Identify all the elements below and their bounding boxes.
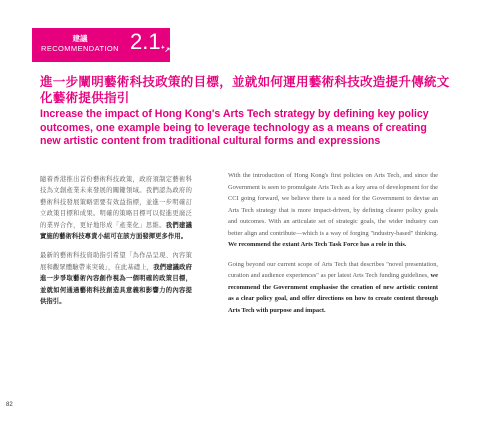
page-title-zh: 進一步闡明藝術科技政策的目標，並就如何運用藝術科技改造提升傳統文化藝術提供指引: [40, 74, 450, 105]
recommendation-label-zh: 建議: [72, 34, 88, 43]
paragraph-zh-2-text: 最新的藝術科技資助指引希望「為作品呈現、內容策展和觀眾體驗帶來突破」，在此基礎上，: [40, 252, 192, 271]
paragraph-en-2-text: Going beyond our current scope of Arts Tech that describes "novel presentation, curation and audience experiences" as per latest Arts Tech funding guidelines,: [228, 260, 438, 279]
recommendation-tab: [32, 28, 170, 62]
paragraph-zh-1: [40, 174, 192, 242]
paragraph-zh-2: [40, 250, 192, 307]
paragraph-zh-1-emphasis: 我們建議實施的藝術科技專責小組可在該方面發揮更多作用。: [40, 221, 193, 241]
body-column-zh: [40, 174, 192, 315]
paragraph-en-2-emphasis: we recommend the Government emphasise the creation of new artistic content as a clear policy goal, and offer directions on how to create content through Arts Tech with purpose and impact.: [228, 272, 438, 314]
paragraph-zh-2-emphasis: 我們建議政府進一步爭取藝術內容創作視為一個明確的政策目標，並就如何通過藝術科技創造具意義和影響力的內容提供指引。: [40, 263, 192, 306]
page-number: 82: [6, 402, 13, 408]
body-column-en: [228, 170, 438, 324]
recommendation-label-en: RECOMMENDATION: [41, 44, 119, 53]
paragraph-en-1: [228, 170, 438, 251]
paragraph-en-1-text: With the introduction of Hong Kong's first policies on Arts Tech, and since the Government is seen to promulgate Arts Tech as a key area of development for the CCI going forward, we believe there is a need for the Government to devise an Arts Tech strategy that is more impact-driven, by defining clearer policy goals and outcomes. With an articulate set of strategic goals, the wider industry can better align and contribute—which is a way of forging "industry-based" thinking.: [228, 172, 438, 237]
paragraph-zh-1-text: 隨着香港推出首份藝術科技政策，政府須制定藝術科技為文創產業未來發展的關鍵領域。我們認為政府的藝術科技發展策略需要有效益指標，並進一步明確訂立政策目標和成果。明確的策略目標可以促進更廣泛的業界合作，更好地形成「產業化」思維。: [40, 176, 192, 229]
recommendation-number: 2.1: [130, 29, 161, 54]
paragraph-en-1-emphasis: We recommend the extant Arts Tech Task Force has a role in this.: [228, 241, 407, 248]
paragraph-en-2: [228, 259, 438, 317]
page-title-en: Increase the impact of Hong Kong's Arts Tech strategy by defining key policy outcomes, one example being to leverage technology as a means of creating new artistic content from traditional cultural forms and expressions: [40, 108, 429, 147]
recommendation-label: [38, 34, 122, 54]
sparkle-arrow-icon: [161, 44, 170, 53]
